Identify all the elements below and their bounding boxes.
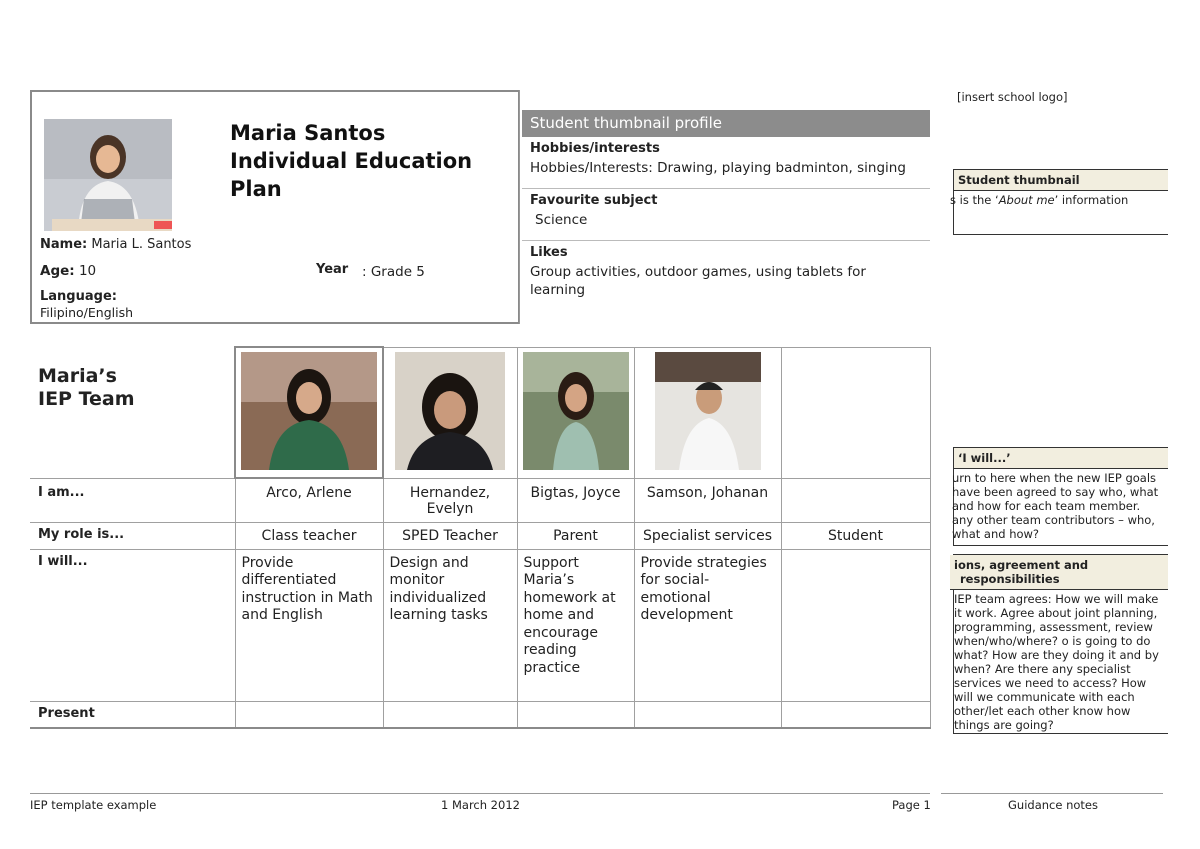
member-will: Support Maria’s homework at home and encourage reading practice [517, 549, 634, 701]
member-name: Samson, Johanan [634, 478, 781, 522]
member-name: Bigtas, Joyce [517, 478, 634, 522]
present-cell[interactable] [383, 701, 517, 728]
guidance-responsibilities-box [953, 554, 1168, 734]
guidance-will-heading: ‘I will...’ [954, 448, 1168, 469]
name-value: Maria L. Santos [91, 237, 192, 252]
favourite-subject-section [522, 189, 930, 241]
row-label-will: I will... [30, 549, 235, 701]
present-cell[interactable] [517, 701, 634, 728]
thumbnail-profile [519, 90, 930, 324]
guidance-responsibilities-heading: ions, agreement and responsibilities [950, 555, 1168, 590]
student-profile-box [30, 90, 520, 324]
guidance-will-box [953, 447, 1168, 546]
present-cell[interactable] [781, 701, 930, 728]
member-photo-arco [241, 352, 377, 470]
team-title: Maria’s IEP Team [30, 347, 235, 478]
name-row [40, 237, 191, 252]
hobbies-heading: Hobbies/interests [530, 141, 660, 156]
member-name: Hernandez, Evelyn [383, 478, 517, 522]
year-value: : Grade 5 [362, 264, 425, 280]
member-role: SPED Teacher [383, 522, 517, 549]
guidance-thumbnail-box [950, 169, 1168, 235]
member-role: Student [781, 522, 930, 549]
member-role: Parent [517, 522, 634, 549]
row-label-present: Present [30, 701, 235, 728]
year-label: Year [316, 262, 349, 277]
likes-heading: Likes [530, 245, 568, 260]
member-photo-hernandez [395, 352, 505, 470]
age-label: Age: [40, 263, 75, 279]
student-photo [44, 119, 172, 231]
footer-rule [30, 793, 930, 794]
member-photo-empty [781, 347, 930, 478]
footer-guidance: Guidance notes [1008, 798, 1098, 812]
row-label-iam: I am... [30, 478, 235, 522]
language-value: Filipino/English [40, 305, 134, 320]
member-name: Arco, Arlene [235, 478, 383, 522]
member-will: Provide strategies for social-emotional development [634, 549, 781, 701]
name-label: Name: [40, 237, 88, 252]
member-photo-cell [383, 347, 517, 478]
member-role: Specialist services [634, 522, 781, 549]
age-row [40, 263, 96, 279]
member-photo-cell [517, 347, 634, 478]
guidance-thumbnail-heading: Student thumbnail [954, 170, 1168, 191]
row-label-role: My role is... [30, 522, 235, 549]
member-will: Design and monitor individualized learning tasks [383, 549, 517, 701]
guidance-will-text: urn to here when the new IEP goals have been agreed to say who, what and how for each team member. any other team contributors – who, what and how? [952, 471, 1159, 541]
member-will [781, 549, 930, 701]
footer-left: IEP template example [30, 798, 157, 812]
favourite-subject-heading: Favourite subject [530, 193, 658, 208]
thumbnail-profile-header: Student thumbnail profile [522, 110, 930, 137]
iep-team-table [30, 346, 930, 728]
likes-text: Group activities, outdoor games, using tablets for learning [530, 264, 866, 298]
footer-date: 1 March 2012 [441, 798, 520, 812]
guidance-thumbnail-text: s is the ‘About me’ information [950, 193, 1129, 207]
favourite-subject-text: Science [535, 212, 588, 228]
member-photo-cell [634, 347, 781, 478]
member-role: Class teacher [235, 522, 383, 549]
footer-rule-guidance [941, 793, 1163, 794]
member-name [781, 478, 930, 522]
member-photo-bigtas [523, 352, 629, 470]
present-cell[interactable] [634, 701, 781, 728]
language-label: Language: [40, 289, 117, 304]
member-photo-cell [235, 347, 383, 478]
likes-section [522, 241, 930, 311]
hobbies-section [522, 137, 930, 189]
member-will: Provide differentiated instruction in Math and English [235, 549, 383, 701]
member-photo-samson [655, 352, 761, 470]
present-cell[interactable] [235, 701, 383, 728]
guidance-responsibilities-text: IEP team agrees: How we will make it work. Agree about joint planning, programming, assessment, review when/who/where? o is going to do what? How are they doing it and by when? Are there any specialist services we need to access? How will we communicate with each other/let each other know how things are going? [954, 592, 1159, 732]
footer-page: Page 1 [892, 798, 931, 812]
school-logo-placeholder: [insert school logo] [957, 90, 1068, 104]
iep-title: Maria Santos Individual Education Plan [230, 121, 473, 201]
age-value: 10 [78, 263, 97, 279]
hobbies-text: Hobbies/Interests: Drawing, playing badminton, singing [530, 160, 906, 176]
